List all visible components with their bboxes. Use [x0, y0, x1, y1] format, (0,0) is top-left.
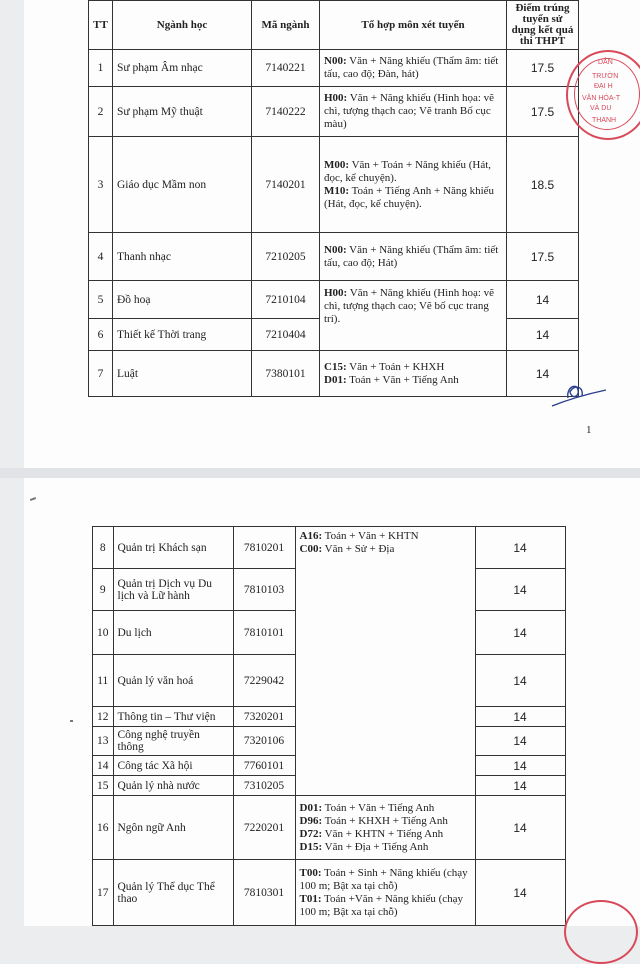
table-row: [89, 137, 579, 233]
combo-code: D72:: [299, 827, 323, 840]
combo-text: Toán + KHXH + Tiếng Anh: [322, 814, 448, 827]
header-tt: TT: [89, 1, 113, 50]
table-row: [93, 860, 566, 926]
row-major: Quản lý nhà nước: [113, 776, 233, 796]
combo-text: Toán + Văn + Tiếng Anh: [322, 801, 435, 814]
table-row: [89, 87, 579, 137]
row-code: 7210104: [252, 281, 320, 319]
row-tt: 3: [89, 137, 113, 233]
row-score: 18.5: [507, 137, 579, 233]
combo-code: T00:: [299, 866, 322, 879]
row-code: 7310205: [233, 776, 295, 796]
row-combo: [320, 137, 507, 233]
table-row: [89, 351, 579, 397]
table-row: [93, 527, 566, 569]
row-major: Luật: [113, 351, 252, 397]
stamp-text: THANH: [592, 117, 617, 124]
row-code: 7229042: [233, 655, 295, 707]
scan-speck: [30, 497, 36, 501]
row-tt: 4: [89, 233, 113, 281]
row-tt: 8: [93, 527, 114, 569]
row-combo: [295, 796, 475, 860]
combo-code: D01:: [299, 801, 323, 814]
row-major: Quản trị Khách sạn: [113, 527, 233, 569]
row-score: 14: [475, 796, 565, 860]
row-code: 7220201: [233, 796, 295, 860]
combo-text: Văn + Toán + Năng khiếu (Hát, đọc, kể chuyện).: [324, 158, 492, 184]
row-major: Đồ hoạ: [113, 281, 252, 319]
row-code: 7140221: [252, 50, 320, 87]
row-tt: 13: [93, 727, 114, 756]
table-row: [89, 50, 579, 87]
page-number: 1: [586, 424, 592, 436]
combo-code: M10:: [324, 184, 350, 197]
row-code: 7320106: [233, 727, 295, 756]
row-score: 14: [475, 860, 565, 926]
row-code: 7810301: [233, 860, 295, 926]
row-code: 7380101: [252, 351, 320, 397]
signature-mark: [548, 376, 610, 410]
stamp-text: DÂN: [598, 59, 613, 66]
stamp-text: VĂN HÓA-T: [582, 95, 621, 102]
row-code: 7810103: [233, 569, 295, 611]
table-row: [93, 796, 566, 860]
row-tt: 17: [93, 860, 114, 926]
header-major: Ngành học: [113, 1, 252, 50]
row-tt: 1: [89, 50, 113, 87]
shared-combo-cell: [295, 527, 475, 796]
row-major: Thiết kế Thời trang: [113, 319, 252, 351]
table-header-row: [89, 1, 579, 50]
row-major: Công tác Xã hội: [113, 756, 233, 776]
row-tt: 16: [93, 796, 114, 860]
table-row: [89, 281, 579, 319]
combo-code: D15:: [299, 840, 323, 853]
row-score: 14: [475, 727, 565, 756]
combo-text: Văn + Năng khiếu (Thẩm âm: tiết tấu, cao độ; Đàn, hát): [324, 55, 499, 80]
combo-text: Văn + Năng khiếu (Hình họa: vẽ chì, tượng thạch cao; Vẽ tranh Bố cục màu): [324, 92, 495, 130]
row-code: 7810201: [233, 527, 295, 569]
red-seal-stamp-partial: [564, 900, 638, 964]
row-score: 14: [475, 611, 565, 655]
document-page-2: [24, 478, 640, 926]
table-row: [89, 233, 579, 281]
row-code: 7810101: [233, 611, 295, 655]
row-code: 7320201: [233, 707, 295, 727]
header-code: Mã ngành: [252, 1, 320, 50]
row-code: 7140201: [252, 137, 320, 233]
row-major: Sư phạm Mỹ thuật: [113, 87, 252, 137]
header-score: Điểm trúng tuyển sử dụng kết quả thi THPT: [507, 1, 579, 50]
combo-text: Toán + Văn + KHTN: [322, 530, 419, 542]
row-code: 7210205: [252, 233, 320, 281]
combo-text: Toán + Văn + Tiếng Anh: [346, 373, 459, 386]
row-major: Du lịch: [113, 611, 233, 655]
combo-code: C15:: [324, 360, 347, 373]
row-score: 14: [475, 527, 565, 569]
combo-text: Văn + Năng khiếu (Hình hoạ: vẽ chì, tượng thạch cao; Vẽ bố cục trang trí).: [324, 287, 495, 325]
row-major: Ngôn ngữ Anh: [113, 796, 233, 860]
shared-combo-cell: [320, 281, 507, 351]
combo-text: Toán + Sinh + Năng khiếu (chạy 100 m; Bật xa tại chỗ): [299, 866, 468, 892]
combo-code: T01:: [299, 892, 322, 905]
combo-text: Toán +Văn + Năng khiếu (chạy 100 m; Bật xa tại chỗ): [299, 892, 464, 918]
row-tt: 7: [89, 351, 113, 397]
combo-text: Toán + Tiếng Anh + Năng khiếu (Hát, đọc, kể chuyện).: [324, 184, 495, 210]
row-major: Giáo dục Mầm non: [113, 137, 252, 233]
row-score: 17.5: [507, 233, 579, 281]
row-major: Thanh nhạc: [113, 233, 252, 281]
scan-speck: [70, 720, 73, 722]
row-tt: 11: [93, 655, 114, 707]
admission-table-part-1: [88, 0, 579, 397]
row-tt: 10: [93, 611, 114, 655]
row-tt: 14: [93, 756, 114, 776]
combo-code: C00:: [299, 543, 323, 555]
combo-code: N00:: [324, 55, 347, 67]
combo-text: Văn + Sử + Địa: [322, 543, 395, 555]
row-score: 14: [475, 655, 565, 707]
combo-code: N00:: [324, 243, 347, 256]
stamp-text: TRƯỜN: [592, 73, 619, 80]
row-score: 14: [507, 281, 579, 319]
row-combo: [295, 860, 475, 926]
row-tt: 5: [89, 281, 113, 319]
row-major: Sư phạm Âm nhạc: [113, 50, 252, 87]
row-score: 14: [475, 756, 565, 776]
row-score: 17.5: [507, 87, 579, 137]
row-score: 14: [475, 707, 565, 727]
row-major: Thông tin – Thư viện: [113, 707, 233, 727]
red-seal-stamp: [566, 50, 640, 140]
stamp-text: VÀ DU: [590, 105, 612, 112]
combo-text: Văn + Toán + KHXH: [346, 360, 445, 373]
combo-code: D01:: [324, 373, 347, 386]
row-code: 7210404: [252, 319, 320, 351]
row-combo: [320, 233, 507, 281]
row-combo: [320, 50, 507, 87]
row-score: 14: [507, 351, 579, 397]
combo-code: D96:: [299, 814, 323, 827]
row-score: 14: [475, 569, 565, 611]
header-combo: Tổ hợp môn xét tuyển: [320, 1, 507, 50]
page-gap: [0, 468, 640, 478]
row-major: Quản lý văn hoá: [113, 655, 233, 707]
row-major: Quản lý Thể dục Thể thao: [113, 860, 233, 926]
combo-code: H00:: [324, 287, 348, 299]
admission-table-part-2: [92, 526, 566, 926]
row-tt: 15: [93, 776, 114, 796]
combo-text: Văn + Địa + Tiếng Anh: [322, 840, 429, 853]
row-combo: [320, 351, 507, 397]
row-code: 7140222: [252, 87, 320, 137]
row-tt: 9: [93, 569, 114, 611]
row-tt: 6: [89, 319, 113, 351]
combo-code: H00:: [324, 92, 348, 104]
row-major: Công nghệ truyền thông: [113, 727, 233, 756]
row-score: 14: [475, 776, 565, 796]
row-score: 14: [507, 319, 579, 351]
row-major: Quản trị Dịch vụ Du lịch và Lữ hành: [113, 569, 233, 611]
row-code: 7760101: [233, 756, 295, 776]
combo-code: M00:: [324, 158, 350, 171]
combo-text: Văn + KHTN + Tiếng Anh: [322, 827, 444, 840]
combo-text: Văn + Năng khiếu (Thẩm âm: tiết tấu, cao độ; Hát): [324, 243, 499, 269]
row-tt: 2: [89, 87, 113, 137]
row-combo: [320, 87, 507, 137]
row-score: 17.5: [507, 50, 579, 87]
row-tt: 12: [93, 707, 114, 727]
combo-code: A16:: [299, 530, 323, 542]
stamp-text: ĐẠI H: [594, 83, 613, 90]
